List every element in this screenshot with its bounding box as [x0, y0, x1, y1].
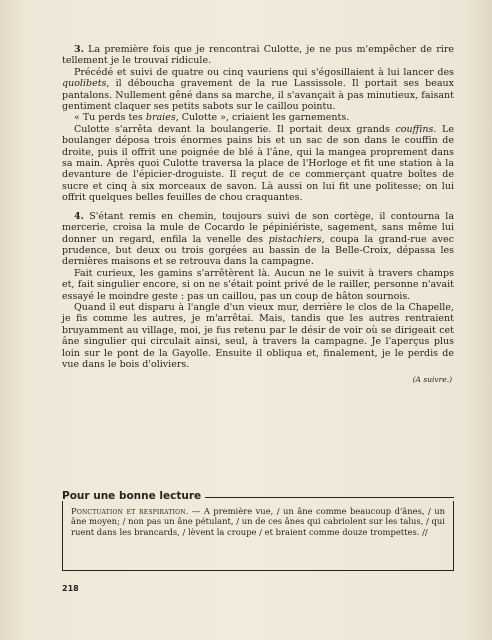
section-4-para-3: Quand il eut disparu à l'angle d'un vieux mur, derrière le clos de la Chapelle, je fis comme les autres, je m'arrêtai. Mais, tandis que les autres rentraient bruyamment au village, moi, je fus retenu par le désir de voir où se dirigeait cet âne singulier qui circulait ainsi, seul, à travers la campagne. Je l'aperçus plus loin sur le pont de la Gayolle. Ensuite il obliqua et, finalement, je le perdis de vue dans le bois d'oliviers. [62, 301, 454, 370]
text-span: , il déboucha gravement de la rue Lassissole. Il portait ses beaux pantalons. Nullement gêné dans sa marche, il s'avançait à pas minutieux, faisant gentiment claquer ses petits sabots sur le caillou pointu. [62, 78, 454, 113]
italic-word: braies [145, 112, 176, 124]
to-be-continued: (A suivre.) [412, 375, 452, 385]
main-text [62, 44, 454, 386]
reading-text: — A première vue, / un âne comme beaucoup d'ânes, / un âne moyen; / non pas un âne pétulant, / un de ces ânes qui cabriolent sur les talus, / qui ruent dans les brancards, / lèvent la croupe / et braient comme douze trompettes. // [71, 506, 446, 537]
reading-label: Ponctuation et respiration. [71, 506, 189, 516]
text-span: Précédé et suivi de quatre ou cinq vauriens qui s'égosillaient à lui lancer des [74, 66, 454, 78]
page-number: 218 [62, 584, 79, 593]
section-4-para-2: Fait curieux, les gamins s'arrêtèrent là. Aucun ne le suivit à travers champs et, fait singulier encore, si on ne s'était point privé de le railler, personne n'avait essayé le moindre geste : pas un caillou, pas un coup de bâton sournois. [62, 267, 454, 302]
text-span: « Tu perds tes [74, 112, 146, 124]
text-span: , Culotte », criaient les garnements. [175, 112, 350, 124]
italic-word: quolibets [62, 78, 107, 90]
text-span: , coupa la grand-rue avec prudence, but deux ou trois gorgées au bassin de la Belle-Croix, dépassa les dernières maisons et se retrouva dans la campagne. [62, 233, 454, 268]
section-3-para-2 [62, 67, 454, 113]
text-span: . Le boulanger déposa trois énormes pains bis et un sac de son dans le couffin de droite, puis il offrit une poignée de blé à l'âne, qui la mangea proprement dans sa main. Après quoi Culotte traversa la place de l'Horloge et fit une station à la devanture de l'épicier-droguiste. Il reçut de ce commerçant quatre boîtes de sucre et cinq à six morceaux de savon. Là aussi on lui fit une politesse; on lui offrit quelques belles feuilles de chou craquantes. [62, 123, 454, 204]
section-number: 3. [74, 44, 84, 55]
section-3-para-1 [62, 44, 454, 67]
section-number: 4. [74, 210, 84, 222]
text-span: S'étant remis en chemin, toujours suivi de son cortège, il contourna la mercerie, croisa la mule de Cocardo le pépiniériste, sagement, sans même lui donner un regard, enfila la venelle des [62, 210, 454, 245]
reading-title: Pour une bonne lecture [62, 490, 202, 502]
text-span: Culotte s'arrêta devant la boulangerie. Il portait deux grands [74, 123, 396, 135]
title-rule [205, 497, 454, 498]
italic-word: couffins [395, 123, 434, 135]
reading-box [62, 501, 454, 571]
section-3-para-3 [62, 112, 454, 123]
section-3-para-4 [62, 124, 454, 204]
section-4-para-1 [62, 211, 454, 268]
text-span: La première fois que je rencontrai Culotte, je ne pus m'empêcher de rire tellement je le trouvai ridicule. [62, 44, 454, 67]
italic-word: pistachiers [268, 233, 322, 245]
